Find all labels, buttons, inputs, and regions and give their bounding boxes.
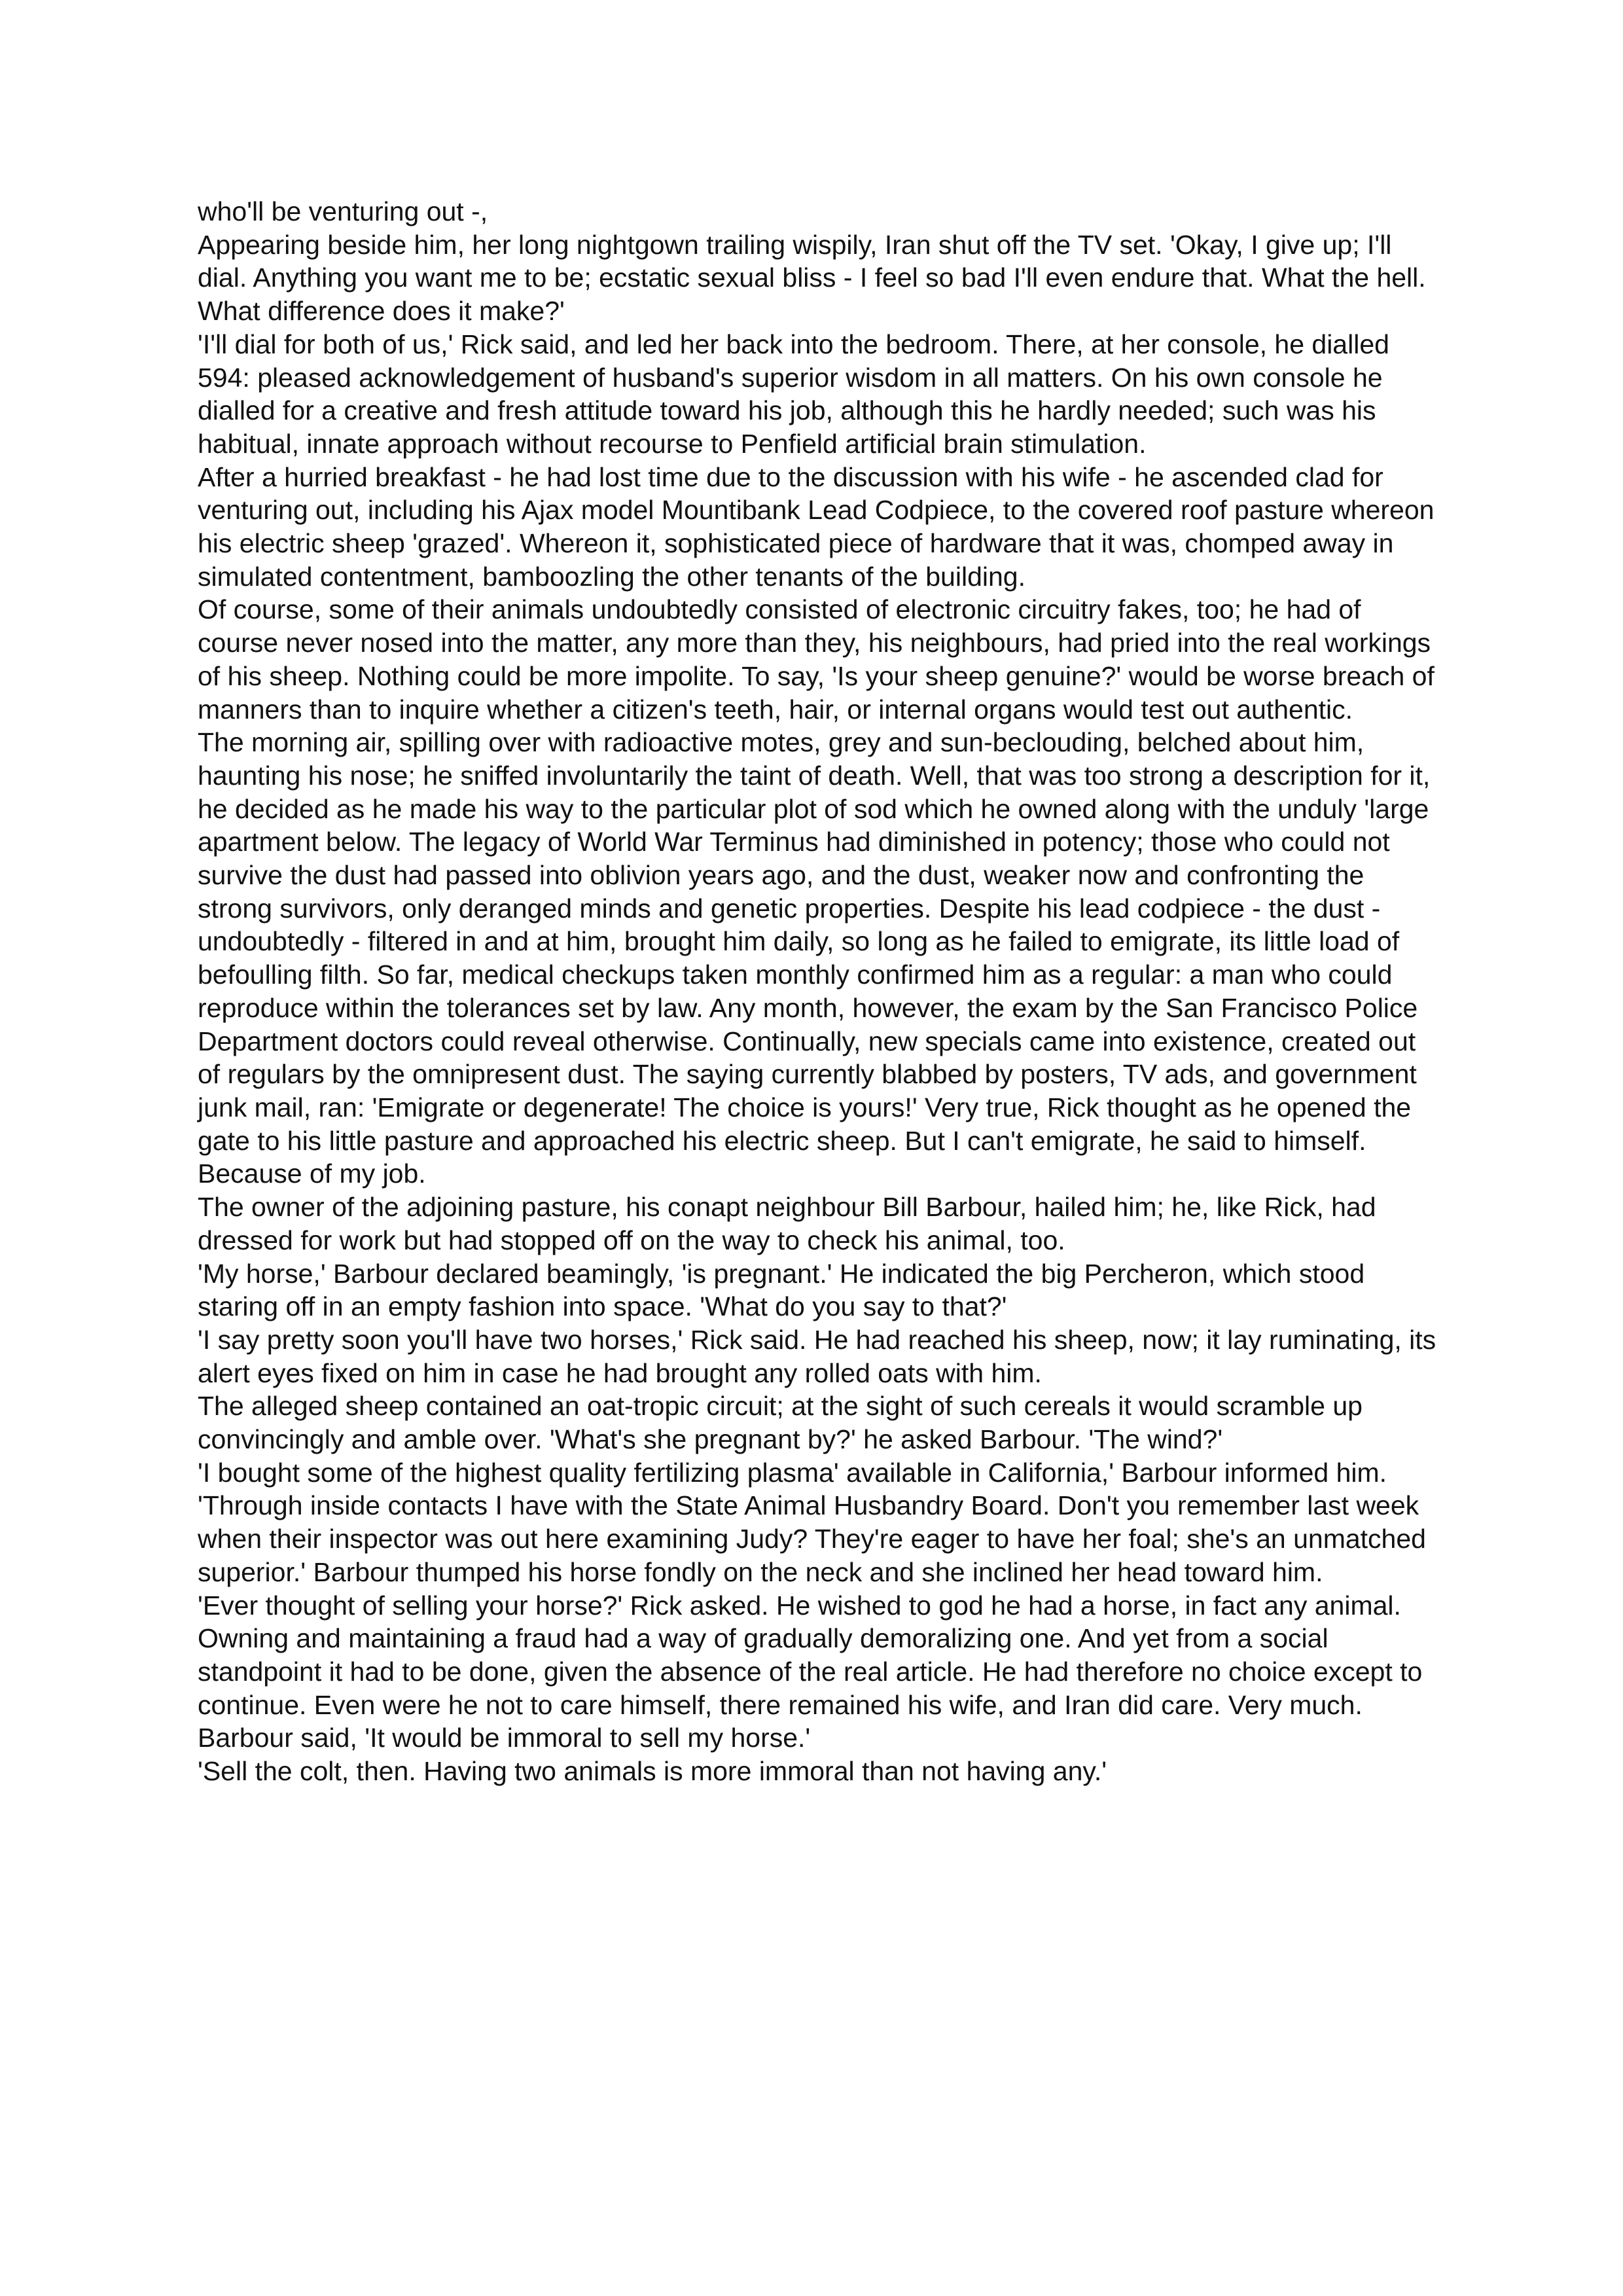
paragraph: 'Sell the colt, then. Having two animals is more immoral than not having any.' <box>198 1756 1107 1787</box>
paragraph: 'Ever thought of selling your horse?' Rick asked. He wished to god he had a horse, in fact any animal. Owning and maintaining a fraud had a way of gradually demoralizing one. And yet from a social standpoint it had to be done, given the absence of the real article. He had therefore no choice except to continue. Even were he not to care himself, there remained his wife, and Iran did care. Very much. <box>198 1590 1423 1720</box>
paragraph: Appearing beside him, her long nightgown trailing wispily, Iran shut off the TV set. 'Okay, I give up; I'll dial. Anything you want me to be; ecstatic sexual bliss - I feel so bad I'll even endure that. What the hell. What difference does it make?' <box>198 229 1426 327</box>
paragraph: The owner of the adjoining pasture, his conapt neighbour Bill Barbour, hailed him; he, like Rick, had dressed for work but had stopped off on the way to check his animal, too. <box>198 1192 1376 1255</box>
paragraph: Of course, some of their animals undoubtedly consisted of electronic circuitry fakes, too; he had of course never nosed into the matter, any more than they, his neighbours, had pried into the real workings of his sheep. Nothing could be more impolite. To say, 'Is your sheep genuine?' would be worse breach of manners than to inquire whether a citizen's teeth, hair, or internal organs would test out authentic. <box>198 594 1435 725</box>
paragraph: The morning air, spilling over with radioactive motes, grey and sun-beclouding, belched about him, haunting his nose; he sniffed involuntarily the taint of death. Well, that was too strong a description for it, he decided as he made his way to the particular plot of sod which he owned along with the unduly 'large apartment below. The legacy of World War Terminus had diminished in potency; those who could not survive the dust had passed into oblivion years ago, and the dust, weaker now and confronting the strong survivors, only deranged minds and genetic properties. Despite his lead codpiece - the dust - undoubtedly - filtered in and at him, brought him daily, so long as he failed to emigrate, its little load of befoulling filth. So far, medical checkups taken monthly confirmed him as a regular: a man who could reproduce within the tolerances set by law. Any month, however, the exam by the San Francisco Police Department doctors could reveal otherwise. Continually, new specials came into existence, created out of regulars by the omnipresent dust. The saying currently blabbed by posters, TV ads, and government junk mail, ran: 'Emigrate or degenerate! The choice is yours!' Very true, Rick thought as he opened the gate to his little pasture and approached his electric sheep. But I can't emigrate, he said to himself. Because of my job. <box>198 727 1431 1189</box>
paragraph: After a hurried breakfast - he had lost time due to the discussion with his wife - he ascended clad for venturing out, including his Ajax model Mountibank Lead Codpiece, to the covered roof pasture whereon his electric sheep 'grazed'. Whereon it, sophisticated piece of hardware that it was, chomped away in simulated contentment, bamboozling the other tenants of the building. <box>198 461 1435 592</box>
paragraph: 'I bought some of the highest quality fertilizing plasma' available in California,' Barbour informed him. 'Through inside contacts I have with the State Animal Husbandry Board. Don't you remember last week when their inspector was out here examining Judy? They're eager to have her foal; she's an unmatched superior.' Barbour thumped his horse fondly on the neck and she inclined her head toward him. <box>198 1457 1426 1587</box>
paragraph: 'I'll dial for both of us,' Rick said, and led her back into the bedroom. There, at her console, he dialled 594: pleased acknowledgement of husband's superior wisdom in all matters. On his own console he dialled for a creative and fresh attitude toward his job, although this he hardly needed; such was his habitual, innate approach without recourse to Penfield artificial brain stimulation. <box>198 329 1389 459</box>
paragraph: 'My horse,' Barbour declared beamingly, 'is pregnant.' He indicated the big Percheron, which stood staring off in an empty fashion into space. 'What do you say to that?' <box>198 1258 1365 1322</box>
paragraph: 'I say pretty soon you'll have two horses,' Rick said. He had reached his sheep, now; it lay ruminating, its alert eyes fixed on him in case he had brought any rolled oats with him. <box>198 1324 1436 1388</box>
paragraph: who'll be venturing out -, <box>198 196 488 226</box>
body-text <box>198 195 1441 1788</box>
paragraph: The alleged sheep contained an oat-tropic circuit; at the sight of such cereals it would scramble up convincingly and amble over. 'What's she pregnant by?' he asked Barbour. 'The wind?' <box>198 1391 1363 1455</box>
paragraph: Barbour said, 'It would be immoral to sell my horse.' <box>198 1723 811 1753</box>
